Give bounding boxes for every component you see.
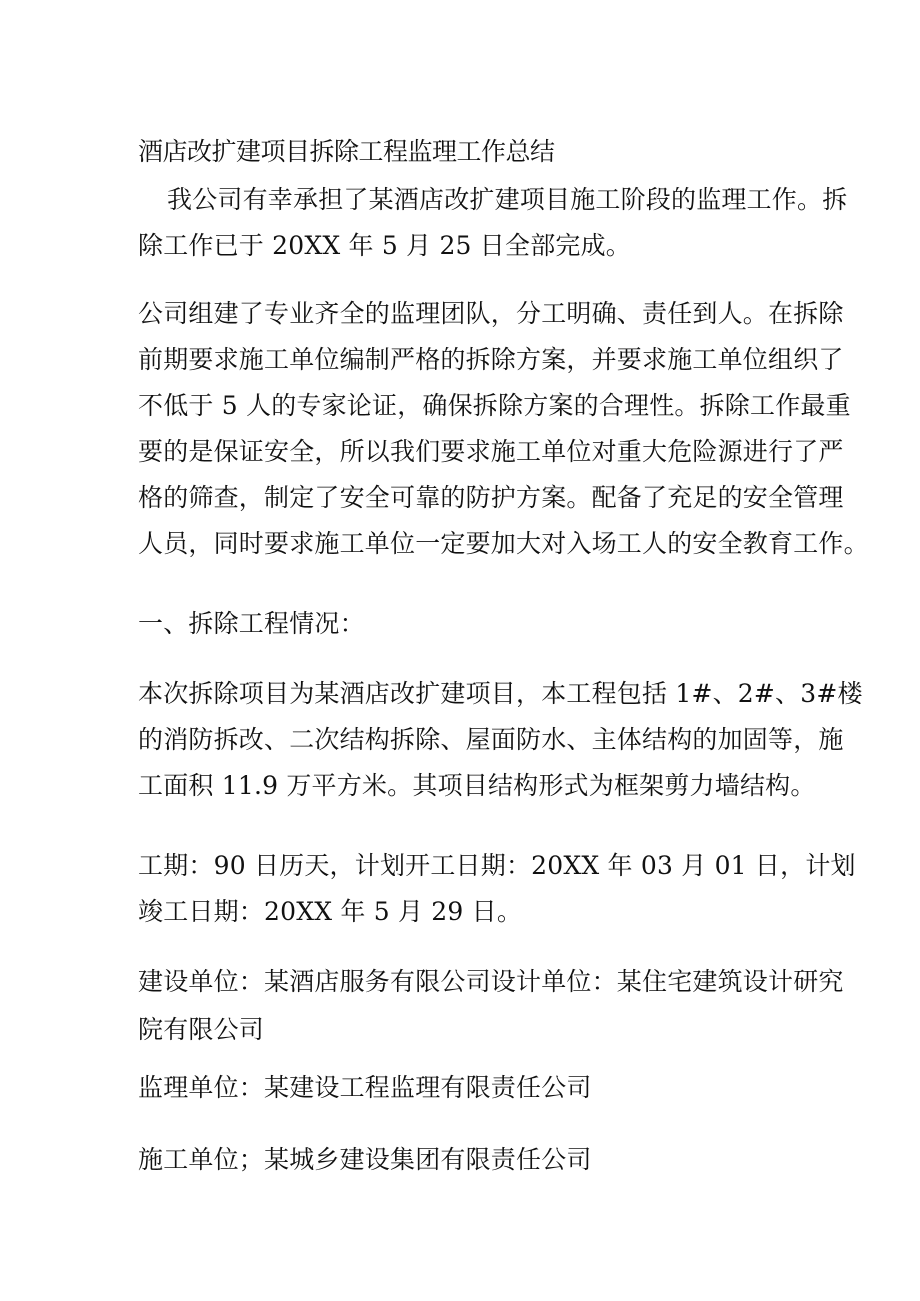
- intro-line-1: 我公司有幸承担了某酒店改扩建项目施工阶段的监理工作。拆: [167, 185, 848, 214]
- contractor-line: 施工单位；某城乡建设集团有限责任公司: [138, 1145, 592, 1174]
- document-title: 酒店改扩建项目拆除工程监理工作总结: [138, 137, 555, 166]
- supervisor-line: 监理单位：某建设工程监理有限责任公司: [138, 1073, 592, 1102]
- scope-line-3: 工面积 11.9 万平方米。其项目结构形式为框架剪力墙结构。: [138, 771, 816, 800]
- scope-line-1: 本次拆除项目为某酒店改扩建项目，本工程包括 1#、2#、3#楼: [138, 679, 863, 708]
- team-line-4: 要的是保证安全，所以我们要求施工单位对重大危险源进行了严: [138, 437, 844, 466]
- team-line-2: 前期要求施工单位编制严格的拆除方案，并要求施工单位组织了: [138, 345, 844, 374]
- team-line-5: 格的筛查，制定了安全可靠的防护方案。配备了充足的安全管理: [138, 483, 844, 512]
- schedule-line-1: 工期：90 日历天，计划开工日期：20XX 年 03 月 01 日，计划: [138, 851, 856, 880]
- owner-line-1: 建设单位：某酒店服务有限公司设计单位：某住宅建筑设计研究: [138, 967, 844, 996]
- schedule-line-2: 竣工日期：20XX 年 5 月 29 日。: [138, 897, 523, 926]
- team-line-3: 不低于 5 人的专家论证，确保拆除方案的合理性。拆除工作最重: [138, 391, 851, 420]
- section-heading: 一、拆除工程情况：: [138, 609, 365, 638]
- scope-line-2: 的消防拆改、二次结构拆除、屋面防水、主体结构的加固等，施: [138, 725, 844, 754]
- team-line-1: 公司组建了专业齐全的监理团队，分工明确、责任到人。在拆除: [138, 299, 844, 328]
- owner-line-2: 院有限公司: [138, 1015, 265, 1044]
- team-line-6: 人员，同时要求施工单位一定要加大对入场工人的安全教育工作。: [138, 529, 869, 558]
- intro-line-2: 除工作已于 20XX 年 5 月 25 日全部完成。: [138, 231, 632, 260]
